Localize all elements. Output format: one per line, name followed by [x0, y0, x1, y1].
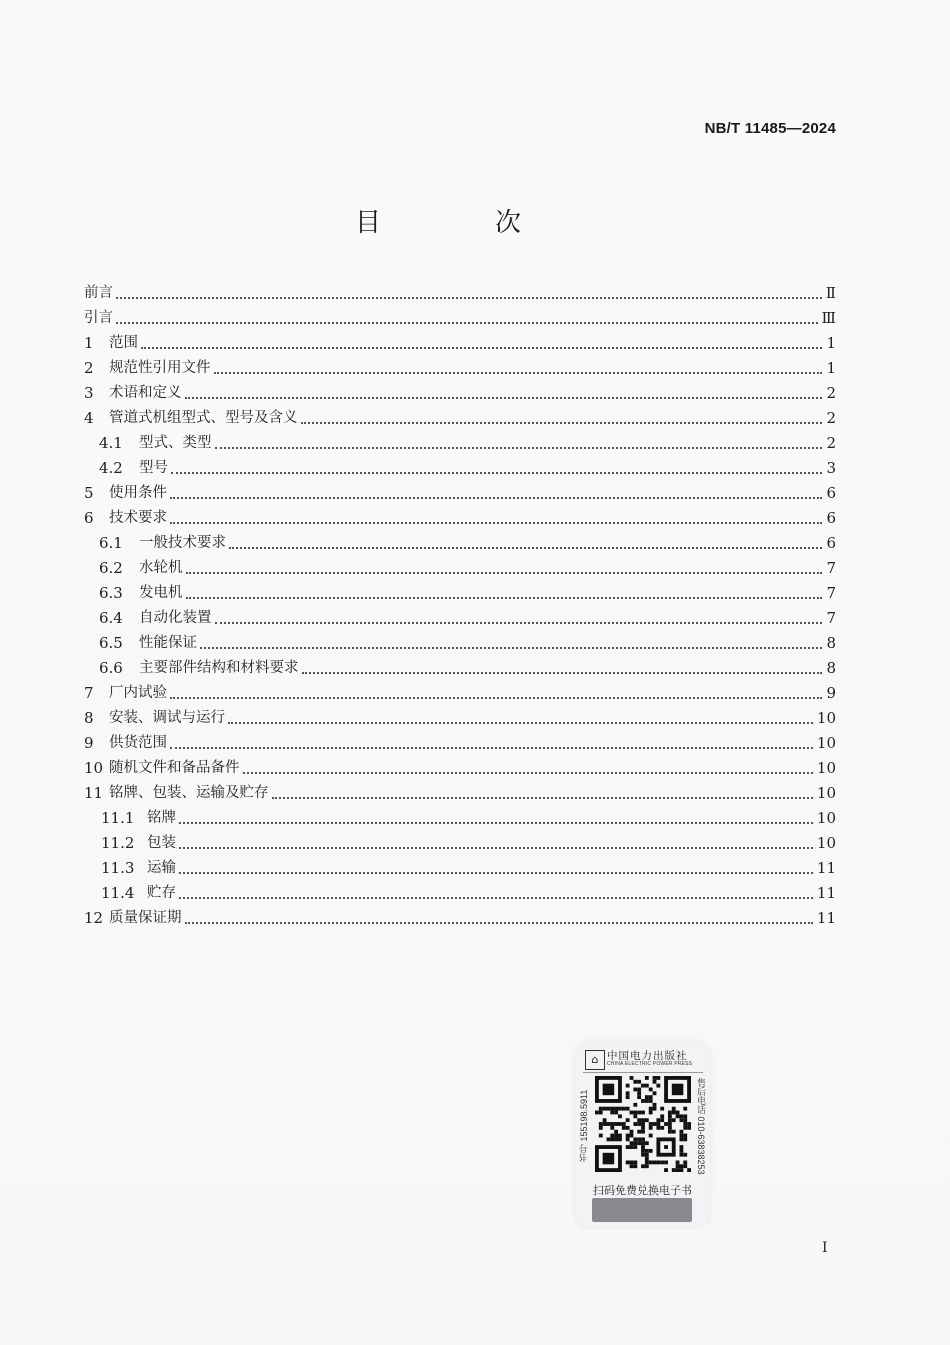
toc-entry-number: 6.1	[99, 534, 123, 552]
publisher-header	[583, 1048, 703, 1073]
toc-entry-number: 4.2	[99, 459, 123, 477]
toc-leader-dots	[185, 396, 823, 399]
toc-entry-label: 铭牌	[147, 810, 176, 826]
toc-entry-number: 11.3	[101, 859, 135, 877]
toc-entry[interactable]	[84, 781, 836, 806]
toc-entry-label: 供货范围	[109, 735, 167, 751]
toc-entry-label: 包装	[147, 835, 176, 851]
toc-entry-number: 2	[84, 359, 94, 377]
toc-entry-page: 8	[826, 634, 836, 652]
toc-entry-label: 规范性引用文件	[109, 360, 211, 376]
toc-entry-page: 2	[826, 384, 836, 402]
toc-entry[interactable]	[84, 606, 836, 631]
publisher-name-en: CHINA ELECTRIC POWER PRESS	[607, 1061, 693, 1067]
toc-entry-number: 4.1	[99, 434, 123, 452]
toc-entry-number: 11.4	[101, 884, 135, 902]
toc-entry-page: 7	[826, 609, 836, 627]
toc-entry[interactable]	[84, 556, 836, 581]
toc-entry[interactable]	[84, 881, 836, 906]
toc-entry-number: 6	[84, 509, 94, 527]
toc-entry-number: 6.3	[99, 584, 123, 602]
toc-leader-dots	[179, 871, 813, 874]
toc-entry[interactable]	[84, 681, 836, 706]
toc-entry-number: 12	[84, 909, 104, 927]
toc-entry-label: 技术要求	[109, 510, 167, 526]
toc-entry-number: 8	[84, 709, 94, 727]
toc-entry-page: 11	[816, 859, 836, 877]
toc-entry-page: 7	[826, 559, 836, 577]
toc-entry-number: 4	[84, 409, 94, 427]
redeem-code-scratch-area[interactable]	[592, 1198, 692, 1222]
toc-entry-label: 质量保证期	[109, 910, 182, 926]
toc-entry-label: 发电机	[139, 585, 183, 601]
toc-entry-label: 型式、类型	[139, 435, 212, 451]
toc-leader-dots	[185, 921, 813, 924]
toc-entry-page: 6	[826, 484, 836, 502]
standard-code: NB/T 11485—2024	[704, 120, 836, 137]
publisher-name-cn: 中国电力出版社	[607, 1050, 688, 1062]
toc-entry[interactable]	[84, 306, 836, 331]
toc-entry[interactable]	[84, 731, 836, 756]
toc-entry-number: 11.1	[101, 809, 135, 827]
toc-leader-dots	[179, 846, 813, 849]
toc-leader-dots	[116, 296, 822, 299]
toc-entry-page: 10	[816, 809, 836, 827]
toc-entry-number: 10	[84, 759, 104, 777]
toc-entry-number: 6.5	[99, 634, 123, 652]
toc-entry-number: 11	[84, 784, 104, 802]
toc-leader-dots	[200, 646, 822, 649]
toc-entry-page: 6	[826, 509, 836, 527]
toc-entry[interactable]	[84, 756, 836, 781]
book-number: 书号 155198.5911	[579, 1089, 589, 1162]
table-of-contents	[84, 281, 836, 931]
toc-entry-label: 一般技术要求	[139, 535, 226, 551]
toc-entry-number: 1	[84, 334, 94, 352]
toc-entry[interactable]	[84, 581, 836, 606]
scan-instruction: 扫码免费兑换电子书	[593, 1184, 692, 1197]
toc-entry-label: 引言	[84, 310, 113, 326]
toc-entry-number: 5	[84, 484, 94, 502]
toc-entry[interactable]	[84, 856, 836, 881]
toc-entry-label: 厂内试验	[109, 685, 167, 701]
toc-entry-number: 7	[84, 684, 94, 702]
toc-leader-dots	[214, 371, 823, 374]
toc-entry-label: 主要部件结构和材料要求	[139, 660, 299, 676]
toc-entry-page: 11	[816, 909, 836, 927]
toc-entry-page: 10	[816, 734, 836, 752]
toc-entry[interactable]	[84, 456, 836, 481]
toc-entry[interactable]	[84, 906, 836, 931]
toc-entry[interactable]	[84, 356, 836, 381]
toc-entry-page: 2	[826, 409, 836, 427]
toc-leader-dots	[116, 321, 818, 324]
toc-entry-label: 前言	[84, 285, 113, 301]
toc-leader-dots	[301, 421, 823, 424]
toc-entry-label: 自动化装置	[139, 610, 212, 626]
toc-entry-page: Ⅲ	[821, 309, 836, 327]
toc-entry-page: 1	[826, 359, 836, 377]
toc-entry-label: 运输	[147, 860, 176, 876]
toc-entry-label: 管道式机组型式、型号及含义	[109, 410, 298, 426]
qr-code-icon[interactable]	[595, 1076, 691, 1172]
toc-entry-number: 11.2	[101, 834, 135, 852]
toc-entry[interactable]	[84, 481, 836, 506]
toc-entry[interactable]	[84, 631, 836, 656]
toc-leader-dots	[243, 771, 813, 774]
toc-entry[interactable]	[84, 281, 836, 306]
toc-entry[interactable]	[84, 806, 836, 831]
toc-entry[interactable]	[84, 381, 836, 406]
toc-leader-dots	[141, 346, 822, 349]
toc-entry-number: 6.4	[99, 609, 123, 627]
toc-leader-dots	[170, 496, 822, 499]
toc-leader-dots	[215, 446, 823, 449]
toc-entry-page: 10	[816, 784, 836, 802]
toc-leader-dots	[229, 546, 822, 549]
toc-entry-label: 水轮机	[139, 560, 183, 576]
toc-leader-dots	[170, 696, 822, 699]
toc-entry[interactable]	[84, 656, 836, 681]
toc-leader-dots	[186, 596, 823, 599]
toc-entry[interactable]	[84, 706, 836, 731]
toc-entry-label: 型号	[139, 460, 168, 476]
toc-entry-label: 范围	[109, 335, 138, 351]
toc-entry-label: 安装、调试与运行	[109, 710, 225, 726]
toc-entry-page: 8	[826, 659, 836, 677]
toc-entry-page: 6	[826, 534, 836, 552]
toc-leader-dots	[215, 621, 823, 624]
toc-entry[interactable]	[84, 506, 836, 531]
page-number: I	[822, 1240, 828, 1256]
toc-entry-label: 铭牌、包装、运输及贮存	[109, 785, 269, 801]
toc-leader-dots	[179, 821, 813, 824]
toc-leader-dots	[186, 571, 823, 574]
toc-leader-dots	[302, 671, 823, 674]
toc-leader-dots	[272, 796, 813, 799]
qr-code-badge[interactable]	[575, 1042, 710, 1227]
toc-entry[interactable]	[84, 831, 836, 856]
toc-entry[interactable]	[84, 431, 836, 456]
toc-entry-number: 6.6	[99, 659, 123, 677]
toc-entry-page: 3	[826, 459, 836, 477]
toc-leader-dots	[179, 896, 813, 899]
toc-entry-number: 3	[84, 384, 94, 402]
toc-entry-label: 随机文件和备品备件	[109, 760, 240, 776]
toc-entry-page: 10	[816, 834, 836, 852]
toc-entry-label: 贮存	[147, 885, 176, 901]
toc-entry[interactable]	[84, 406, 836, 431]
toc-leader-dots	[171, 471, 822, 474]
toc-entry-label: 术语和定义	[109, 385, 182, 401]
toc-entry-number: 6.2	[99, 559, 123, 577]
toc-entry-number: 9	[84, 734, 94, 752]
toc-leader-dots	[170, 521, 822, 524]
toc-entry-page: 2	[826, 434, 836, 452]
toc-leader-dots	[170, 746, 813, 749]
toc-entry-page: Ⅱ	[825, 284, 836, 302]
toc-entry-label: 使用条件	[109, 485, 167, 501]
toc-entry-page: 10	[816, 759, 836, 777]
service-phone: 售后电话 010-63838253	[696, 1078, 706, 1175]
toc-entry-page: 10	[816, 709, 836, 727]
toc-entry[interactable]	[84, 531, 836, 556]
toc-entry-page: 1	[826, 334, 836, 352]
toc-title: 目 次	[354, 208, 565, 238]
toc-entry-label: 性能保证	[139, 635, 197, 651]
publisher-logo-icon: ⌂	[585, 1050, 605, 1070]
toc-entry-page: 11	[816, 884, 836, 902]
toc-entry-page: 7	[826, 584, 836, 602]
toc-entry[interactable]	[84, 331, 836, 356]
toc-leader-dots	[228, 721, 813, 724]
toc-entry-page: 9	[826, 684, 836, 702]
